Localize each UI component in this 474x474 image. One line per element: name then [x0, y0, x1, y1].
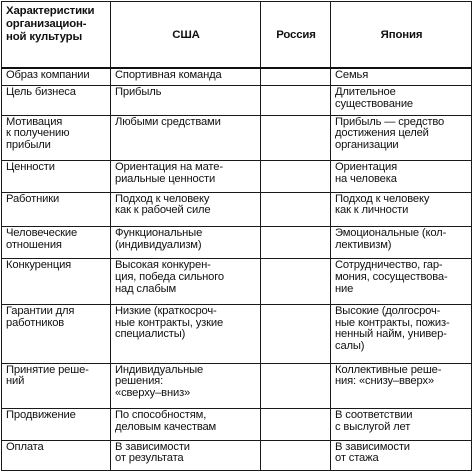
table-row: [2, 115, 472, 161]
usa-cell: Высокая конкурен- ция, победа сильного над слабым: [111, 259, 261, 305]
row-label: Человеческие отношения: [2, 227, 111, 259]
japan-cell: В соответствии с выслугой лет: [331, 409, 472, 440]
usa-cell: Низкие (краткосроч- ные контракты, узкие специалисты): [111, 305, 261, 363]
russia-cell: [261, 440, 331, 470]
row-label: Гарантии для работников: [2, 305, 111, 363]
usa-cell: Функциональные (индивидуализм): [111, 227, 261, 259]
russia-cell: [261, 259, 331, 305]
usa-cell: Спортивная команда: [111, 68, 261, 86]
russia-cell: [261, 115, 331, 161]
table-row: [2, 86, 472, 115]
culture-comparison-table: [1, 1, 472, 471]
table-row: [2, 68, 472, 86]
japan-cell: Длительное существование: [331, 86, 472, 115]
usa-cell: Ориентация на мате- риальные ценности: [111, 161, 261, 192]
header-russia: Россия: [261, 2, 331, 69]
row-label: Принятие реше- ний: [2, 363, 111, 409]
table-row: [2, 409, 472, 440]
row-label: Мотивация к получению прибыли: [2, 115, 111, 161]
usa-cell: Прибыль: [111, 86, 261, 115]
header-japan: Япония: [331, 2, 472, 69]
japan-cell: В зависимости от стажа: [331, 440, 472, 470]
table-row: [2, 305, 472, 363]
table-row: [2, 440, 472, 470]
usa-cell: Индивидуальные решения: «сверху–вниз»: [111, 363, 261, 409]
japan-cell: Сотрудничество, гар- мония, сосуществова- ние: [331, 259, 472, 305]
russia-cell: [261, 305, 331, 363]
russia-cell: [261, 68, 331, 86]
table-row: [2, 192, 472, 226]
table-row: [2, 227, 472, 259]
russia-cell: [261, 192, 331, 226]
table-row: [2, 161, 472, 192]
japan-cell: Высокие (долгосроч- ные контракты, пожиз- ненный найм, универ- салы): [331, 305, 472, 363]
row-label: Продвижение: [2, 409, 111, 440]
table-row: [2, 259, 472, 305]
usa-cell: Любыми средствами: [111, 115, 261, 161]
row-label: Конкуренция: [2, 259, 111, 305]
table-row: [2, 363, 472, 409]
russia-cell: [261, 409, 331, 440]
usa-cell: В зависимости от результата: [111, 440, 261, 470]
usa-cell: Подход к человеку как к рабочей силе: [111, 192, 261, 226]
russia-cell: [261, 161, 331, 192]
usa-cell: По способностям, деловым качествам: [111, 409, 261, 440]
header-characteristics: Характеристики организацион- ной культуры: [2, 2, 111, 69]
japan-cell: Семья: [331, 68, 472, 86]
row-label: Цель бизнеса: [2, 86, 111, 115]
japan-cell: Ориентация на человека: [331, 161, 472, 192]
row-label: Оплата: [2, 440, 111, 470]
russia-cell: [261, 363, 331, 409]
japan-cell: Эмоциональные (кол- лективизм): [331, 227, 472, 259]
japan-cell: Коллективные реше- ния: «снизу–вверх»: [331, 363, 472, 409]
row-label: Ценности: [2, 161, 111, 192]
japan-cell: Подход к человеку как к личности: [331, 192, 472, 226]
russia-cell: [261, 86, 331, 115]
japan-cell: Прибыль — средство достижения целей организации: [331, 115, 472, 161]
row-label: Работники: [2, 192, 111, 226]
row-label: Образ компании: [2, 68, 111, 86]
header-usa: США: [111, 2, 261, 69]
header-row: [2, 2, 472, 69]
russia-cell: [261, 227, 331, 259]
